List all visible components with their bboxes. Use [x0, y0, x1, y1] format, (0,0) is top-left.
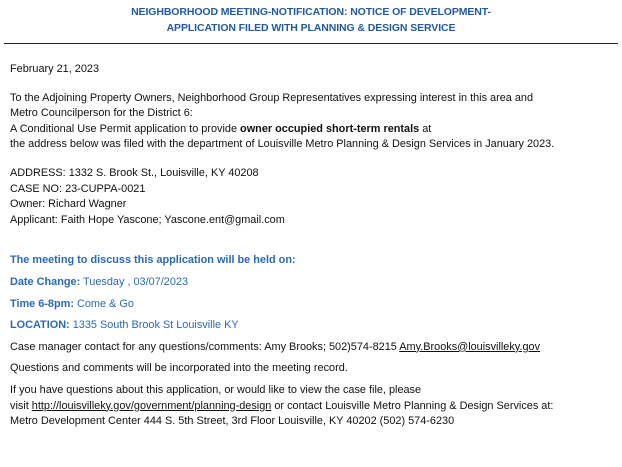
meeting-time-label: Time 6-8pm:	[10, 297, 74, 310]
intro-line-3-post: at	[419, 122, 432, 135]
case-number: CASE NO: 23-CUPPA-0021	[10, 182, 146, 195]
header-line-2: APPLICATION FILED WITH PLANNING & DESIGN SERVICE	[166, 22, 456, 34]
case-address: ADDRESS: 1332 S. Brook St., Louisville, KY 40208	[10, 166, 259, 179]
intro-line-4: the address below was filed with the department of Louisville Metro Planning & Design Services in January 2023.	[10, 138, 555, 151]
intro-line-3	[10, 122, 618, 138]
case-manager-contact	[10, 340, 618, 356]
notice-date: February 21, 2023	[10, 63, 99, 75]
header-divider	[4, 43, 618, 44]
case-manager-email-link[interactable]: Amy.Brooks@louisvilleky.gov	[399, 340, 541, 353]
intro-use-type: owner occupied short-term rentals	[240, 122, 420, 135]
intro-line-2: Metro Councilperson for the District 6:	[10, 107, 193, 120]
meeting-location-label: LOCATION:	[10, 319, 70, 332]
case-owner: Owner: Richard Wagner	[10, 198, 127, 211]
questions-line-1: If you have questions about this application, or would like to view the case file, please	[10, 383, 422, 396]
office-address: Metro Development Center 444 S. 5th Street, 3rd Floor Louisville, KY 40202 (502) 574-6230	[10, 415, 455, 428]
intro-line-1: To the Adjoining Property Owners, Neighborhood Group Representatives expressing interest in this area and	[10, 91, 534, 104]
case-manager-text: Case manager contact for any questions/comments: Amy Brooks; 502)574-8215	[10, 340, 400, 353]
visit-pre: visit	[10, 399, 32, 412]
intro-line-3-pre: A Conditional Use Permit application to provide	[10, 122, 241, 135]
notice-body	[10, 62, 618, 430]
visit-post: or contact Louisville Metro Planning & Design Services at:	[271, 399, 554, 412]
case-applicant: Applicant: Faith Hope Yascone; Yascone.ent@gmail.com	[10, 213, 285, 226]
header-line-1: NEIGHBORHOOD MEETING-NOTIFICATION: NOTICE OF DEVELOPMENT-	[131, 6, 491, 18]
record-note: Questions and comments will be incorporated into the meeting record.	[10, 362, 348, 375]
meeting-heading: The meeting to discuss this application will be held on:	[10, 254, 296, 267]
meeting-date-value: Tuesday , 03/07/2023	[83, 275, 188, 288]
planning-design-link[interactable]: http://louisvilleky.gov/government/planning-design	[31, 399, 272, 412]
meeting-date-label: Date Change:	[10, 275, 81, 288]
meeting-location	[10, 318, 618, 334]
meeting-location-value: 1335 South Brook St Louisville KY	[72, 319, 239, 332]
meeting-time	[10, 297, 618, 313]
questions-line-2	[10, 399, 618, 415]
meeting-time-value: Come & Go	[76, 297, 134, 310]
notice-header	[0, 0, 622, 36]
meeting-date	[10, 275, 618, 291]
